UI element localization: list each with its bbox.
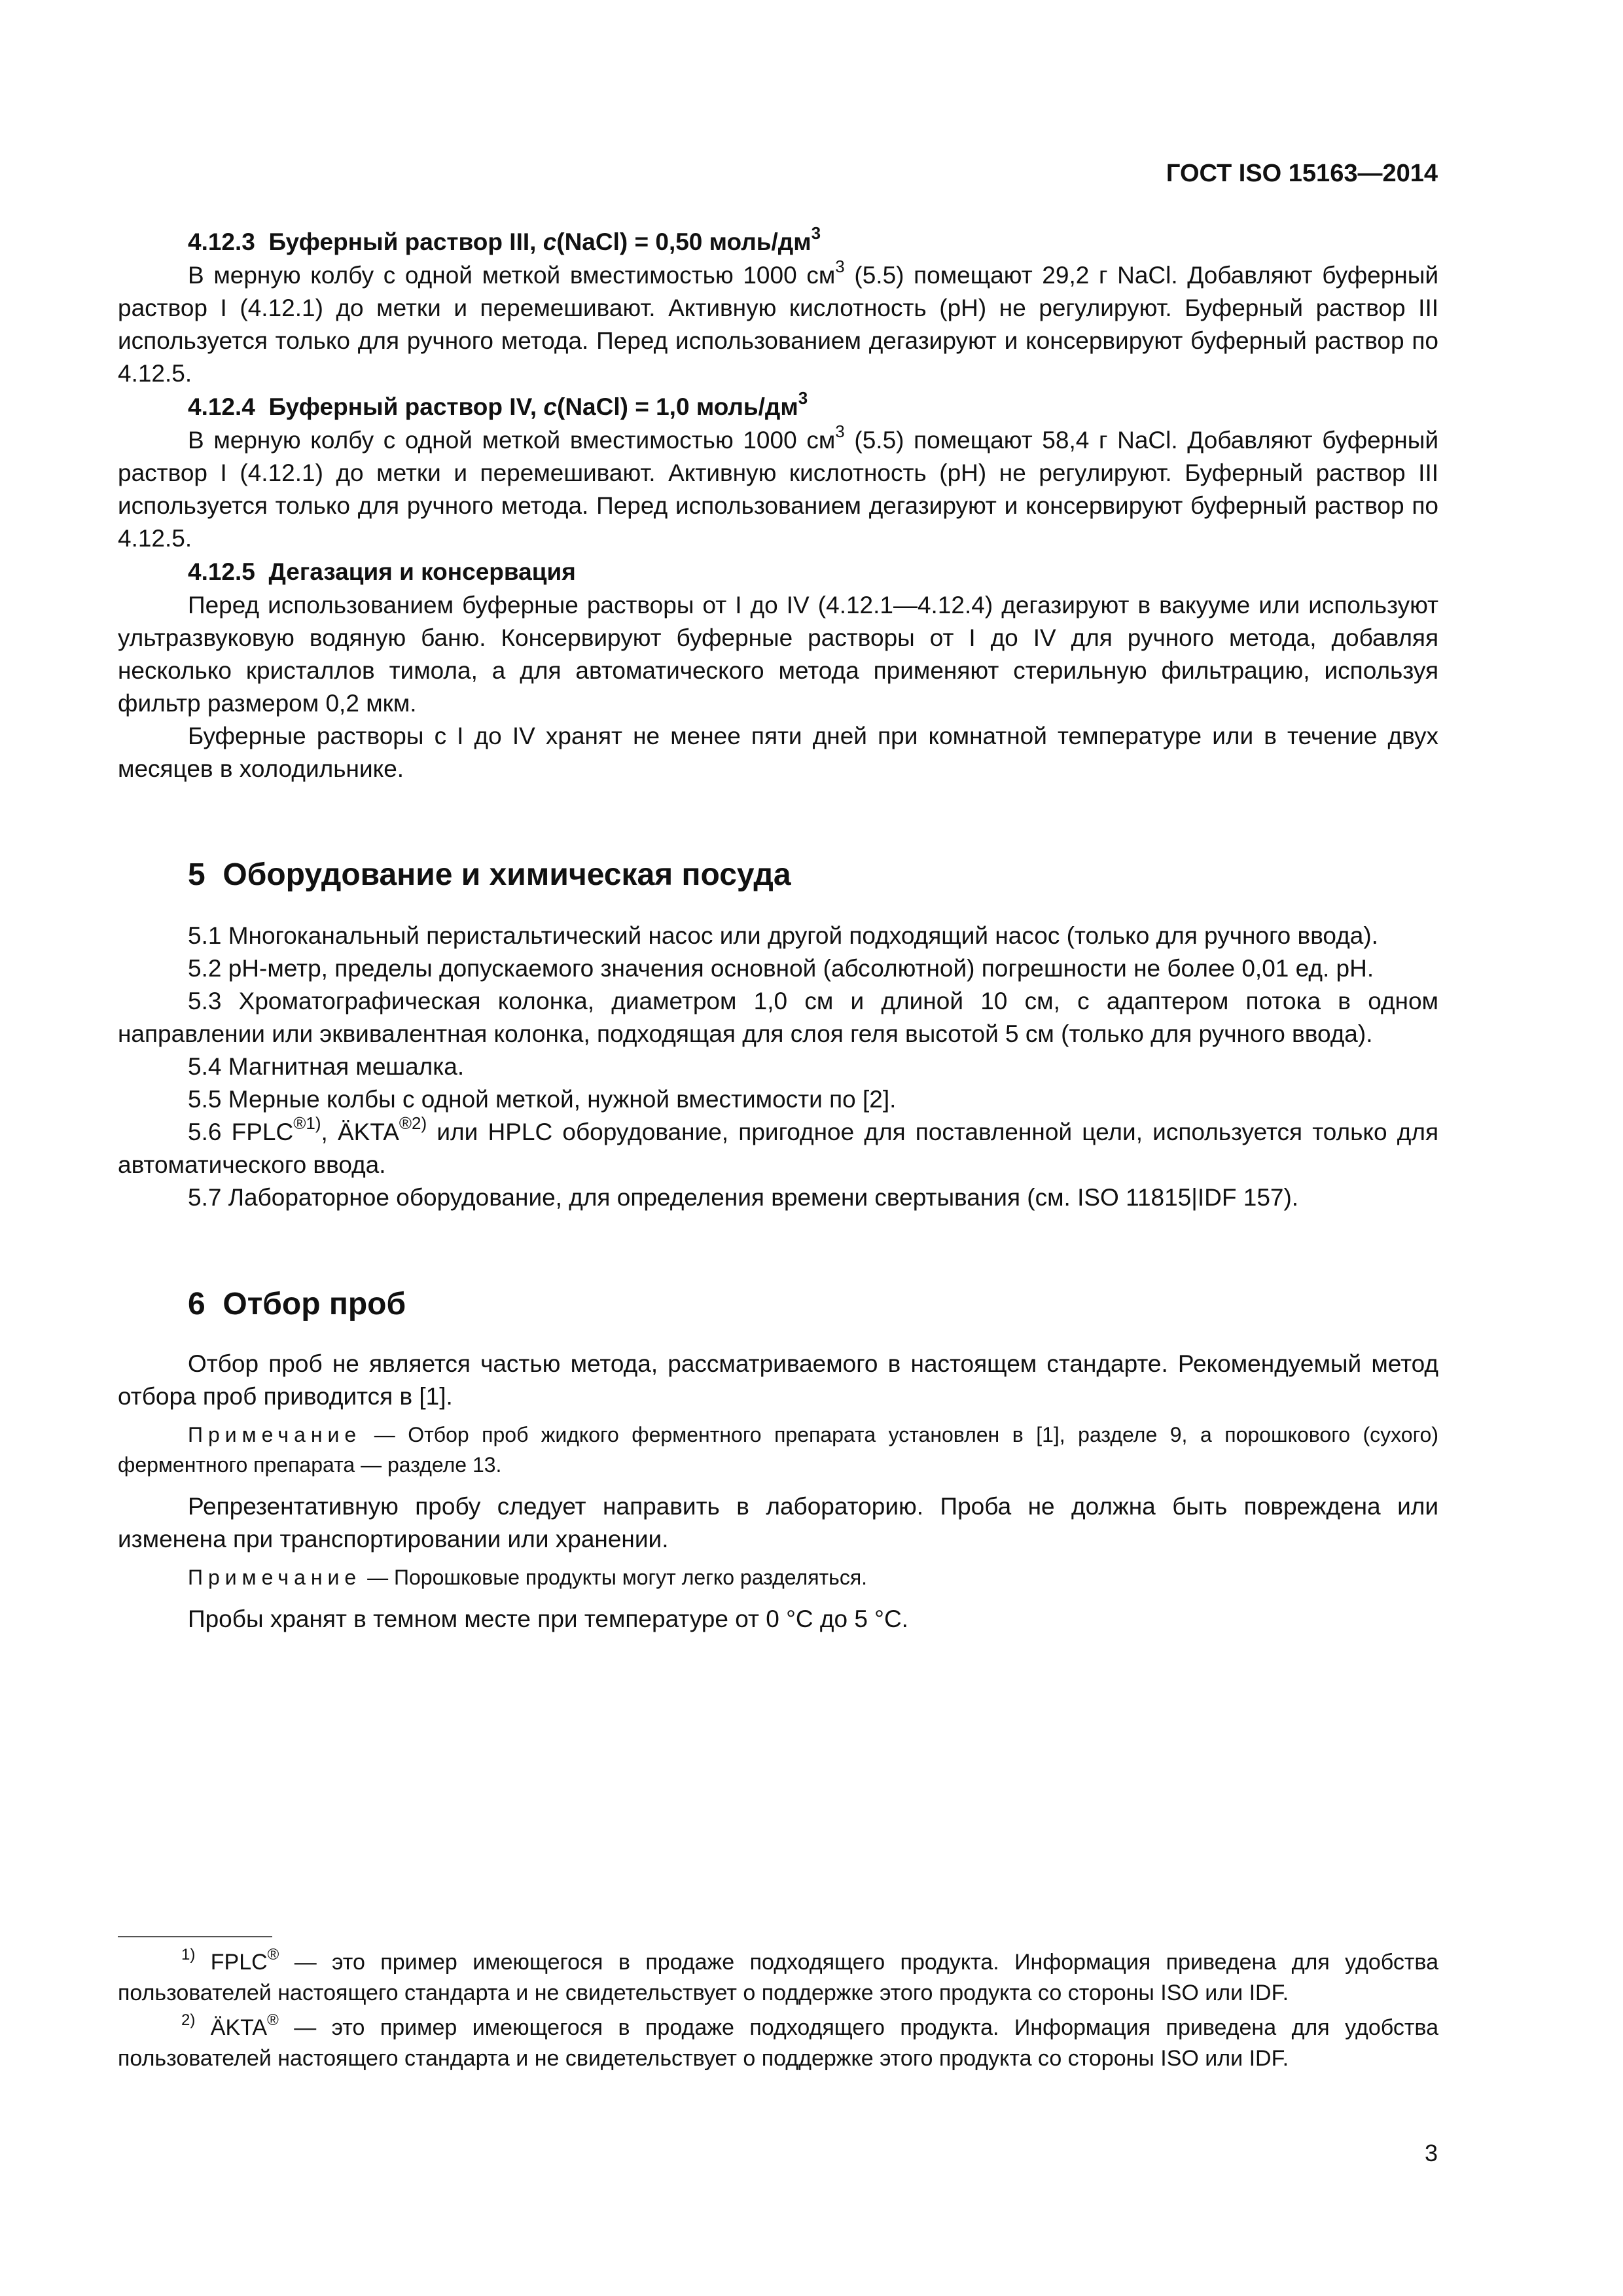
footnote-ref: ®2): [399, 1113, 427, 1133]
note: [118, 1562, 1438, 1592]
footnote-ref: ®1): [293, 1113, 321, 1133]
note-label: Примечание: [188, 1423, 362, 1446]
concentration-symbol: c: [543, 393, 557, 420]
footnote-2: [118, 2013, 1438, 2074]
paragraph: [118, 421, 1439, 555]
section-number: 5: [188, 857, 205, 892]
paragraph: Буферные растворы с I до IV хранят не менее пяти дней при комнатной температуре или в течение двух месяцев в холодильнике.: [118, 723, 1438, 782]
text: 5.6 FPLC: [188, 1119, 294, 1145]
note-text: — Отбор проб жидкого ферментного препарата установлен в [1], разделе 9, а порошкового (сухого) ферментного препарата — разделе 13.: [118, 1423, 1438, 1477]
subsection-heading-4-12-4: [118, 387, 1438, 424]
subsection-title-rest: (NaCl) = 0,50 моль/дм: [556, 228, 812, 255]
list-item: 5.3 Хроматографическая колонка, диаметром 1,0 см и длиной 10 см, с адаптером потока в одном направлении или эквивалентная колонка, подходящая для слоя геля высотой 5 см (только для ручного ввода).: [118, 988, 1438, 1047]
subsection-number: 4.12.5: [188, 558, 255, 585]
list-item: 5.4 Магнитная мешалка.: [188, 1053, 465, 1080]
text: ÄKTA: [195, 2015, 268, 2040]
paragraph: Пробы хранят в темном месте при температуре от 0 °С до 5 °С.: [188, 1605, 908, 1632]
text: В мерную колбу с одной меткой вместимостью 1000 см: [188, 262, 836, 289]
section-number: 6: [188, 1287, 205, 1321]
registered-mark: ®: [267, 1945, 279, 1964]
text: — это пример имеющегося в продаже подходящего продукта. Информация приведена для удобства пользователей настоящего стандарта и не свидетельствует о поддержке этого продукта со стороны ISO или IDF.: [118, 2015, 1438, 2071]
footnote-mark: 2): [181, 2011, 196, 2029]
registered-mark: ®: [267, 2011, 279, 2029]
footnote-divider: [118, 1936, 272, 1937]
paragraph: Перед использованием буферные растворы от I до IV (4.12.1—4.12.4) дегазируют в вакууме или используют ультразвуковую водяную баню. Консервируют буферные растворы от I до IV для ручного метода, добавляя несколько кристаллов тимола, а для автоматического метода применяют стерильную фильтрацию, используя фильтр размером 0,2 мкм.: [118, 592, 1438, 717]
note: [118, 1420, 1438, 1480]
text: — это пример имеющегося в продаже подходящего продукта. Информация приведена для удобства пользователей настоящего стандарта и не свидетельствует о поддержке этого продукта со стороны ISO или IDF.: [118, 1950, 1439, 2005]
text: (5.5) помещают 58,4 г NaCl. Добавляют буферный раствор I (4.12.1) до метки и перемешивают. Активную кислотность (pH) не регулируют. Буферный раствор III используется только для ручного метода. Перед использованием дегазируют и консервируют буферный раствор по 4.12.5.: [118, 427, 1439, 552]
superscript: 3: [811, 223, 821, 243]
concentration-symbol: c: [543, 228, 557, 255]
subsection-number: 4.12.4: [188, 393, 255, 420]
superscript: 3: [835, 256, 845, 276]
section-title: Отбор проб: [223, 1287, 406, 1321]
subsection-number: 4.12.3: [188, 228, 255, 255]
document-code: ГОСТ ISO 15163—2014: [1166, 160, 1438, 187]
subsection-heading-4-12-3: [118, 225, 1438, 259]
subsection-heading-4-12-5: [118, 555, 1438, 589]
text: или HPLC оборудование, пригодное для поставленной цели, используется только для автоматического ввода.: [118, 1119, 1438, 1178]
superscript: 3: [835, 421, 845, 441]
paragraph: Репрезентативную пробу следует направить в лабораторию. Проба не должна быть повреждена или изменена при транспортировании или хранении.: [118, 1493, 1438, 1552]
superscript: 3: [798, 387, 808, 408]
footnote-1: [118, 1947, 1438, 2009]
page-number: 3: [1424, 2140, 1438, 2166]
subsection-title: Буферный раствор IV,: [268, 393, 544, 420]
footnote-mark: 1): [181, 1945, 196, 1964]
note-text: — Порошковые продукты могут легко разделяться.: [361, 1566, 868, 1589]
list-item: 5.5 Мерные колбы с одной меткой, нужной вместимости по [2].: [188, 1086, 897, 1113]
main-content: [118, 225, 1438, 1636]
text: В мерную колбу с одной меткой вместимостью 1000 см: [188, 427, 836, 454]
paragraph: [118, 256, 1439, 390]
footnotes: [118, 1947, 1438, 2078]
section-title: Оборудование и химическая посуда: [223, 857, 791, 892]
list-item: 5.2 pH-метр, пределы допускаемого значения основной (абсолютной) погрешности не более 0,01 ед. pH.: [188, 955, 1374, 982]
section-heading-6: [118, 1283, 1438, 1325]
list-item: 5.1 Многоканальный перистальтический насос или другой подходящий насос (только для ручного ввода).: [188, 922, 1378, 949]
text: FPLC: [195, 1950, 268, 1975]
subsection-title: Дегазация и консервация: [268, 558, 576, 585]
section-heading-5: [118, 854, 1438, 896]
text: , ÄKTA: [321, 1119, 399, 1145]
note-label: Примечание: [188, 1566, 362, 1589]
list-item: [118, 1113, 1438, 1181]
list-item: 5.7 Лабораторное оборудование, для определения времени свертывания (см. ISO 11815|IDF 157).: [188, 1184, 1299, 1211]
subsection-title-rest: (NaCl) = 1,0 моль/дм: [557, 393, 798, 420]
subsection-title: Буферный раствор III,: [268, 228, 543, 255]
text: (5.5) помещают 29,2 г NaCl. Добавляют буферный раствор I (4.12.1) до метки и перемешивают. Активную кислотность (pH) не регулируют. Буферный раствор III используется только для ручного метода. Перед использованием дегазируют и консервируют буферный раствор по 4.12.5.: [118, 262, 1439, 387]
paragraph: Отбор проб не является частью метода, рассматриваемого в настоящем стандарте. Рекомендуемый метод отбора проб приводится в [1].: [118, 1350, 1438, 1410]
